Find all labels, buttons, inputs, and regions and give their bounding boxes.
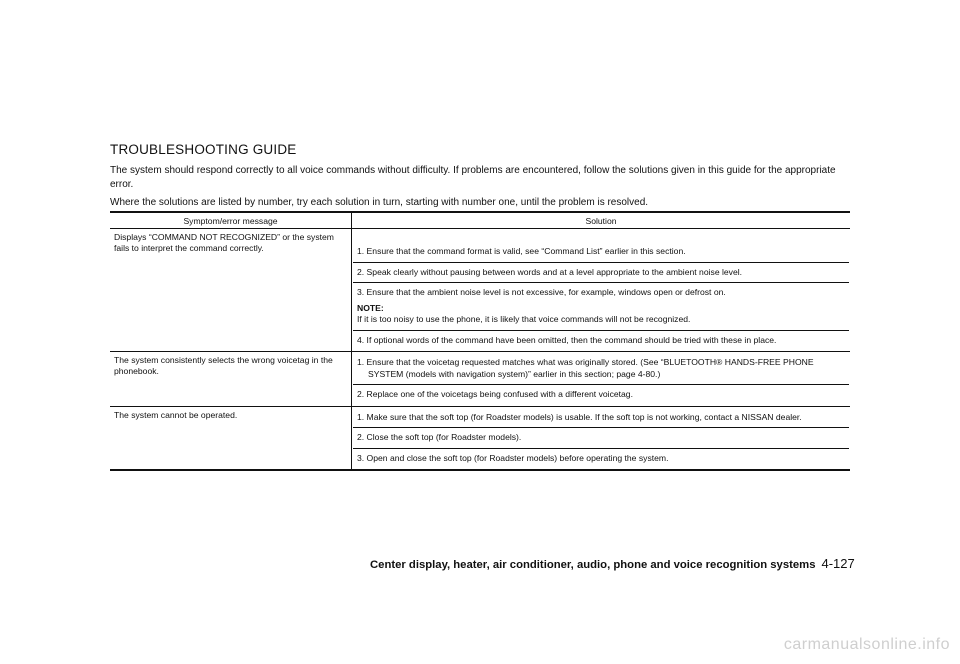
symptom-cell: Displays “COMMAND NOT RECOGNIZED” or the system fails to interpret the command correctly.	[110, 229, 352, 352]
solution-item: 3. Ensure that the ambient noise level is not excessive, for example, windows open or defrost on. NOTE: If it is too noisy to use the phone, it is likely that voice commands will not be recognized.	[353, 283, 849, 331]
header-solution: Solution	[352, 212, 851, 229]
table-row	[110, 406, 850, 470]
intro-paragraph-1: The system should respond correctly to all voice commands without difficulty. If problems are encountered, follow the solutions given in this guide for the appropriate error.	[110, 165, 836, 190]
intro-text	[110, 164, 852, 214]
symptom-cell: The system consistently selects the wrong voicetag in the phonebook.	[110, 352, 352, 407]
header-symptom: Symptom/error message	[110, 212, 352, 229]
intro-paragraph-2: Where the solutions are listed by number, try each solution in turn, starting with number one, until the problem is resolved.	[110, 197, 649, 208]
solution-item: 1. Ensure that the voicetag requested matches what was originally stored. (See “BLUETOOTH® HANDS-FREE PHONE SYSTEM (models with navigation system)” earlier in this section; page 4-80.)	[353, 353, 849, 385]
page-number: 4-127	[821, 556, 855, 571]
solution-cell	[352, 352, 851, 407]
solution-item: 2. Close the soft top (for Roadster models).	[353, 428, 849, 449]
page-footer	[370, 555, 855, 573]
solution-item: 1. Make sure that the soft top (for Roadster models) is usable. If the soft top is not working, contact a NISSAN dealer.	[353, 408, 849, 429]
table-row	[110, 352, 850, 407]
footer-section-title: Center display, heater, air conditioner, audio, phone and voice recognition systems	[370, 559, 816, 571]
solution-cell	[352, 229, 851, 352]
troubleshooting-table	[110, 211, 850, 471]
solution-item: 4. If optional words of the command have been omitted, then the command should be tried with these in place.	[357, 334, 777, 345]
page-title: TROUBLESHOOTING GUIDE	[110, 142, 297, 157]
solution-cell	[352, 406, 851, 470]
solution-item: 1. Ensure that the command format is valid, see “Command List” earlier in this section.	[353, 230, 849, 263]
solution-item: 2. Speak clearly without pausing between words and at a level appropriate to the ambient noise level.	[353, 263, 849, 284]
symptom-cell: The system cannot be operated.	[110, 406, 352, 470]
note-label: NOTE:	[357, 302, 384, 313]
solution-item: 3. Open and close the soft top (for Roadster models) before operating the system.	[357, 452, 669, 463]
watermark-text: carmanualsonline.info	[783, 636, 950, 653]
note-text: If it is too noisy to use the phone, it is likely that voice commands will not be recognized.	[357, 314, 691, 324]
table-header-row	[110, 212, 850, 229]
solution-item: 2. Replace one of the voicetags being confused with a different voicetag.	[357, 389, 633, 399]
table-row	[110, 229, 850, 352]
